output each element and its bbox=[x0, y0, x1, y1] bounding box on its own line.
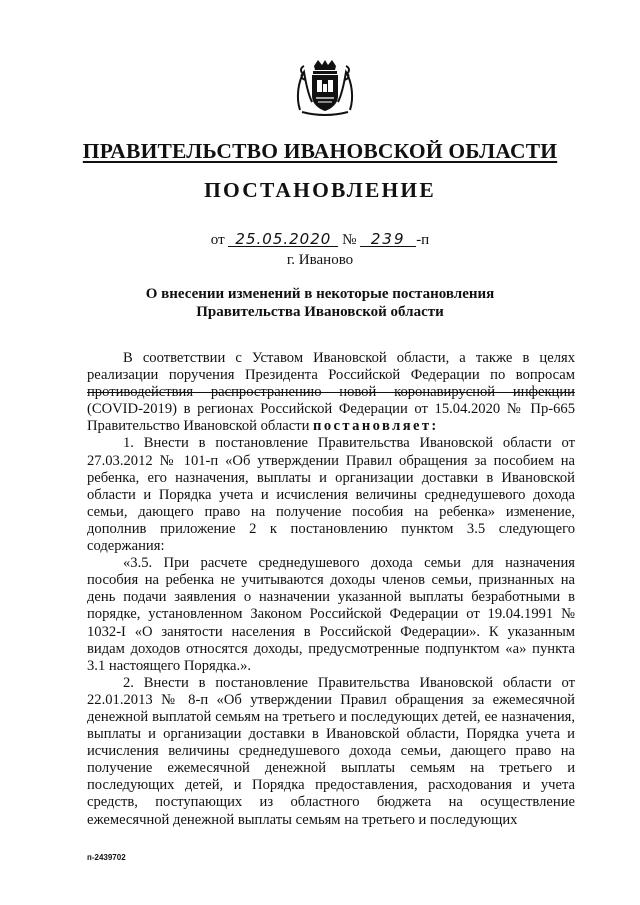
date-prefix: от bbox=[210, 232, 225, 248]
date-number-line bbox=[0, 232, 640, 249]
number-suffix: -п bbox=[416, 232, 430, 248]
document-subject bbox=[0, 285, 640, 321]
handwritten-date: 25.05.2020 bbox=[228, 232, 338, 247]
subject-line-1: О внесении изменений в некоторые постановления bbox=[145, 286, 495, 302]
document-code: п-2439702 bbox=[87, 853, 126, 862]
struck-text: противодействия распространению новой коронавирусной инфекции bbox=[87, 384, 575, 401]
document-body bbox=[87, 350, 575, 829]
government-title: ПРАВИТЕЛЬСТВО ИВАНОВСКОЙ ОБЛАСТИ bbox=[82, 139, 558, 163]
subject-line-2: Правительства Ивановской области bbox=[196, 304, 444, 320]
document-type-title: ПОСТАНОВЛЕНИЕ bbox=[204, 178, 436, 202]
resolves-word: постановляет: bbox=[313, 418, 439, 435]
clause-1-paragraph: 1. Внести в постановление Правительства Ивановской области от 27.03.2012 № 101-п «Об утверждении Правил обращения за пособием на ребенка, его назначения, выплаты и организации доставки в Ивановской области и Порядка учета и исчисления величины среднедушевого дохода семьи, дающего право на получение пособия на ребенка» изменение, дополнив приложение 2 к постановлению пунктом 3.5 следующего содержания: bbox=[87, 435, 575, 555]
number-sign: № bbox=[342, 232, 357, 248]
coat-of-arms-emblem bbox=[294, 60, 356, 118]
city-name: г. Иваново bbox=[286, 252, 354, 268]
preamble-paragraph: В соответствии с Уставом Ивановской области, а также в целях реализации поручения Президента Российской Федерации по вопросам противодействия распространению новой коронавирусной инфекции (COVID-2019) в регионах Российской Федерации от 15.04.2020 № Пр-665 Правительство Ивановской области постановляет: bbox=[87, 350, 575, 435]
handwritten-number: 239 bbox=[360, 232, 416, 247]
quoted-clause-paragraph: «3.5. При расчете среднедушевого дохода семьи для назначения пособия на ребенка не учитываются доходы членов семьи, признанных на день подачи заявления о назначении указанной выплаты безработными в порядке, установленном Законом Российской Федерации от 19.04.1991 № 1032-I «О занятости населения в Российской Федерации». К указанным видам доходов относятся доходы, предусмотренные подпунктом «а» пункта 3.1 настоящего Порядка.». bbox=[87, 555, 575, 674]
clause-2-paragraph: 2. Внести в постановление Правительства Ивановской области от 22.01.2013 № 8-п «Об утверждении Правил обращения за ежемесячной денежной выплатой семьям на третьего и последующих детей, ее назначения, выплаты и организации доставки в Ивановской области, Порядка учета и исчисления величины среднедушевого дохода семьи, дающего право на получение ежемесячной денежной выплаты семьям на третьего и последующих детей, и Порядка предоставления, расходования и учета средств, поступающих из областного бюджета на осуществление ежемесячной денежной выплаты семьям на третьего и последующих bbox=[87, 674, 575, 828]
